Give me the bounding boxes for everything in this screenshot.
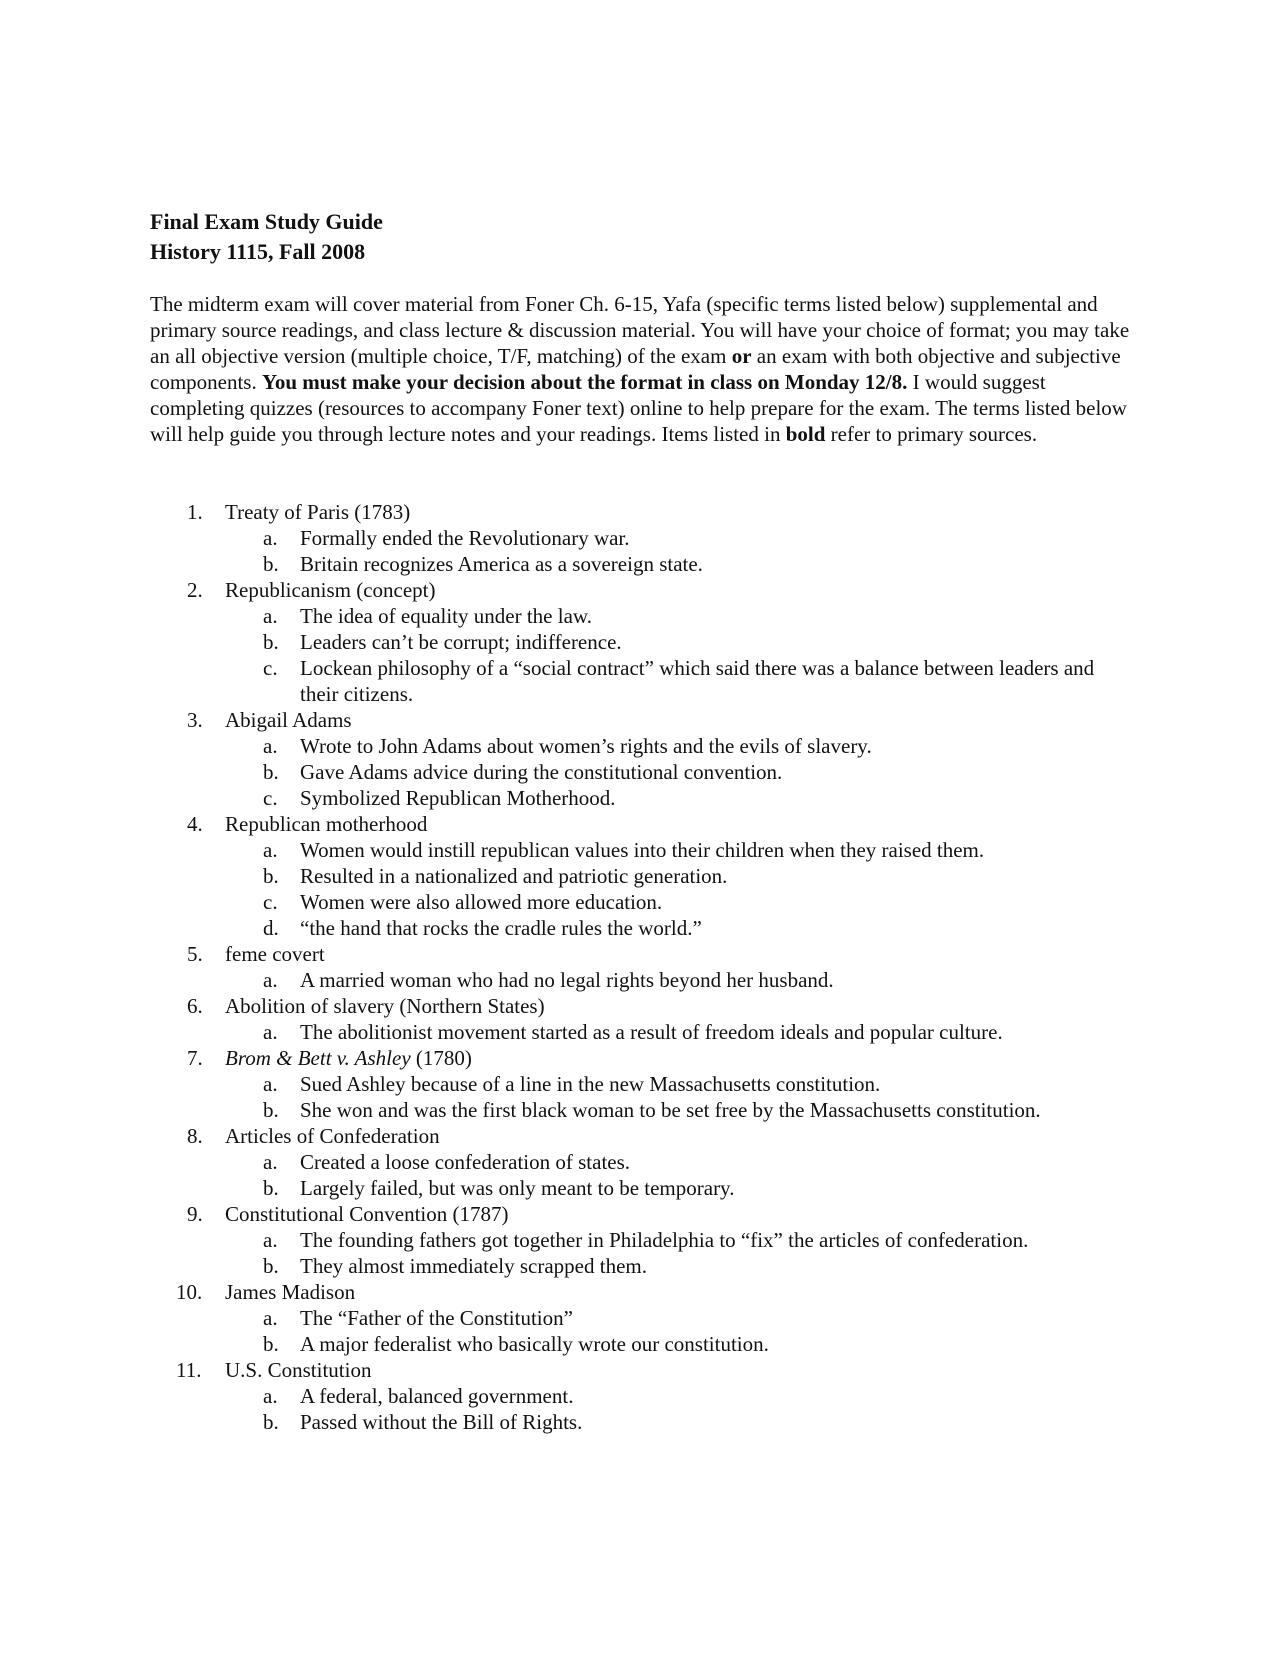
- list-item: [150, 1045, 1130, 1123]
- term-heading: [150, 1201, 1130, 1227]
- intro-text-3: I would suggest completing quizzes (resources to accompany Foner text) online to help prepare for the exam. The terms listed below will help guide you through lecture notes and your readings. Items listed in: [150, 370, 1127, 446]
- sub-item-letter: b.: [263, 760, 279, 784]
- list-item: [150, 1279, 1130, 1357]
- sub-item: [150, 1253, 1130, 1279]
- sub-item: [150, 785, 1130, 811]
- sub-item-letter: a.: [263, 838, 278, 862]
- sub-item-text: Symbolized Republican Motherhood.: [300, 786, 616, 810]
- sub-item-letter: a.: [263, 1150, 278, 1174]
- sub-item-text: A major federalist who basically wrote our constitution.: [300, 1332, 769, 1356]
- list-item: [150, 1201, 1130, 1279]
- sub-item-text: The “Father of the Constitution”: [300, 1306, 573, 1330]
- term-label: James Madison: [225, 1280, 356, 1304]
- sub-item-letter: c.: [263, 786, 278, 810]
- term-heading: [150, 1357, 1130, 1383]
- sub-item-text: The founding fathers got together in Philadelphia to “fix” the articles of confederation.: [300, 1228, 1029, 1252]
- sub-item-text: She won and was the first black woman to be set free by the Massachusetts constitution.: [300, 1098, 1041, 1122]
- list-item: [150, 707, 1130, 811]
- intro-text-4: refer to primary sources.: [825, 422, 1038, 446]
- term-heading: [150, 499, 1130, 525]
- sub-item-text: They almost immediately scrapped them.: [300, 1254, 647, 1278]
- sub-item: [150, 551, 1130, 577]
- document-header: [150, 207, 1130, 267]
- term-number: 2.: [187, 578, 203, 602]
- sub-item: [150, 967, 1130, 993]
- sub-item-text: Resulted in a nationalized and patriotic generation.: [300, 864, 728, 888]
- term-number: 1.: [187, 500, 203, 524]
- course-title: History 1115, Fall 2008: [150, 239, 366, 264]
- sub-item-text: Wrote to John Adams about women’s rights and the evils of slavery.: [300, 734, 872, 758]
- term-number: 8.: [187, 1124, 203, 1148]
- term-label: feme covert: [225, 942, 325, 966]
- term-heading: [150, 941, 1130, 967]
- sub-item-text: Women would instill republican values into their children when they raised them.: [300, 838, 985, 862]
- intro-bold-word: bold: [785, 422, 826, 446]
- sub-item-letter: a.: [263, 968, 278, 992]
- sub-item-text: Women were also allowed more education.: [300, 890, 663, 914]
- sub-item: [150, 889, 1130, 915]
- sub-item: [150, 1331, 1130, 1357]
- sub-item-letter: c.: [263, 656, 278, 680]
- sub-item-letter: d.: [263, 916, 279, 940]
- sub-item: [150, 1175, 1130, 1201]
- sub-item-text: A federal, balanced government.: [300, 1384, 574, 1408]
- term-label: Republican motherhood: [225, 812, 428, 836]
- term-label-italic: Brom & Bett v. Ashley: [225, 1046, 411, 1070]
- list-item: [150, 993, 1130, 1045]
- sub-item-letter: b.: [263, 1098, 279, 1122]
- intro-text-2: an exam with both objective and subjective components.: [150, 344, 1121, 394]
- sub-item-letter: a.: [263, 1072, 278, 1096]
- term-heading: [150, 1045, 1130, 1071]
- term-heading: [150, 707, 1130, 733]
- sub-item: [150, 837, 1130, 863]
- term-heading: [150, 1279, 1130, 1305]
- term-label: Articles of Confederation: [225, 1124, 440, 1148]
- term-label: Abigail Adams: [225, 708, 352, 732]
- term-label: Abolition of slavery (Northern States): [225, 994, 545, 1018]
- intro-bold-decision: You must make your decision about the format in class on Monday 12/8.: [261, 370, 908, 394]
- sub-item-letter: a.: [263, 1306, 278, 1330]
- sub-item: [150, 915, 1130, 941]
- term-heading: [150, 993, 1130, 1019]
- document-page: [150, 207, 1130, 1435]
- sub-item-text: A married woman who had no legal rights beyond her husband.: [300, 968, 834, 992]
- sub-item-letter: b.: [263, 1176, 279, 1200]
- sub-item-text: The abolitionist movement started as a result of freedom ideals and popular culture.: [300, 1020, 1003, 1044]
- sub-item: [150, 655, 1130, 707]
- sub-item-text: Gave Adams advice during the constitutional convention.: [300, 760, 783, 784]
- sub-item-text: Lockean philosophy of a “social contract” which said there was a balance between leaders and their citizens.: [300, 656, 1095, 706]
- sub-item-letter: a.: [263, 1020, 278, 1044]
- sub-item-text: The idea of equality under the law.: [300, 604, 592, 628]
- sub-item-text: “the hand that rocks the cradle rules the world.”: [300, 916, 702, 940]
- sub-item-letter: a.: [263, 734, 278, 758]
- sub-item: [150, 733, 1130, 759]
- term-number: 10.: [176, 1280, 203, 1304]
- sub-item-text: Created a loose confederation of states.: [300, 1150, 631, 1174]
- sub-item: [150, 1071, 1130, 1097]
- term-number: 3.: [187, 708, 203, 732]
- sub-item-letter: b.: [263, 864, 279, 888]
- term-number: 5.: [187, 942, 203, 966]
- term-number: 11.: [176, 1358, 202, 1382]
- term-label: Republicanism (concept): [225, 578, 436, 602]
- sub-item: [150, 1305, 1130, 1331]
- sub-item-text: Leaders can’t be corrupt; indifference.: [300, 630, 622, 654]
- sub-item-letter: b.: [263, 1410, 279, 1434]
- sub-item-text: Sued Ashley because of a line in the new Massachusetts constitution.: [300, 1072, 881, 1096]
- sub-item: [150, 1019, 1130, 1045]
- sub-item-letter: a.: [263, 1384, 278, 1408]
- sub-item-letter: a.: [263, 604, 278, 628]
- sub-item-letter: b.: [263, 1332, 279, 1356]
- terms-list: [150, 499, 1130, 1435]
- list-item: [150, 941, 1130, 993]
- sub-item-letter: a.: [263, 526, 278, 550]
- list-item: [150, 577, 1130, 707]
- term-heading: [150, 1123, 1130, 1149]
- sub-item-letter: b.: [263, 552, 279, 576]
- document-title: Final Exam Study Guide: [150, 209, 383, 234]
- sub-item: [150, 1149, 1130, 1175]
- sub-item-letter: b.: [263, 1254, 279, 1278]
- sub-item: [150, 1409, 1130, 1435]
- sub-item: [150, 759, 1130, 785]
- sub-item: [150, 629, 1130, 655]
- sub-item: [150, 525, 1130, 551]
- sub-item-letter: c.: [263, 890, 278, 914]
- intro-paragraph: [150, 291, 1130, 447]
- sub-item-letter: a.: [263, 1228, 278, 1252]
- term-label: Constitutional Convention (1787): [225, 1202, 509, 1226]
- term-number: 4.: [187, 812, 203, 836]
- sub-item-text: Largely failed, but was only meant to be temporary.: [300, 1176, 735, 1200]
- term-heading: [150, 811, 1130, 837]
- list-item: [150, 811, 1130, 941]
- list-item: [150, 1123, 1130, 1201]
- sub-item-letter: b.: [263, 630, 279, 654]
- term-label: U.S. Constitution: [225, 1358, 372, 1382]
- term-heading: [150, 577, 1130, 603]
- sub-item: [150, 603, 1130, 629]
- sub-item-text: Formally ended the Revolutionary war.: [300, 526, 630, 550]
- sub-item: [150, 1227, 1130, 1253]
- list-item: [150, 499, 1130, 577]
- sub-item: [150, 863, 1130, 889]
- sub-item: [150, 1097, 1130, 1123]
- term-number: 9.: [187, 1202, 203, 1226]
- list-item: [150, 1357, 1130, 1435]
- sub-item-text: Passed without the Bill of Rights.: [300, 1410, 583, 1434]
- term-label: (1780): [410, 1046, 472, 1070]
- sub-item: [150, 1383, 1130, 1409]
- term-label: Treaty of Paris (1783): [225, 500, 411, 524]
- term-number: 7.: [187, 1046, 203, 1070]
- term-number: 6.: [187, 994, 203, 1018]
- intro-text-1: The midterm exam will cover material from Foner Ch. 6-15, Yafa (specific terms listed below) supplemental and primary source readings, and class lecture & discussion material. You will have your choice of format; you may take an all objective version (multiple choice, T/F, matching) of the exam: [150, 292, 1130, 368]
- sub-item-text: Britain recognizes America as a sovereign state.: [300, 552, 703, 576]
- intro-bold-or: or: [731, 344, 752, 368]
